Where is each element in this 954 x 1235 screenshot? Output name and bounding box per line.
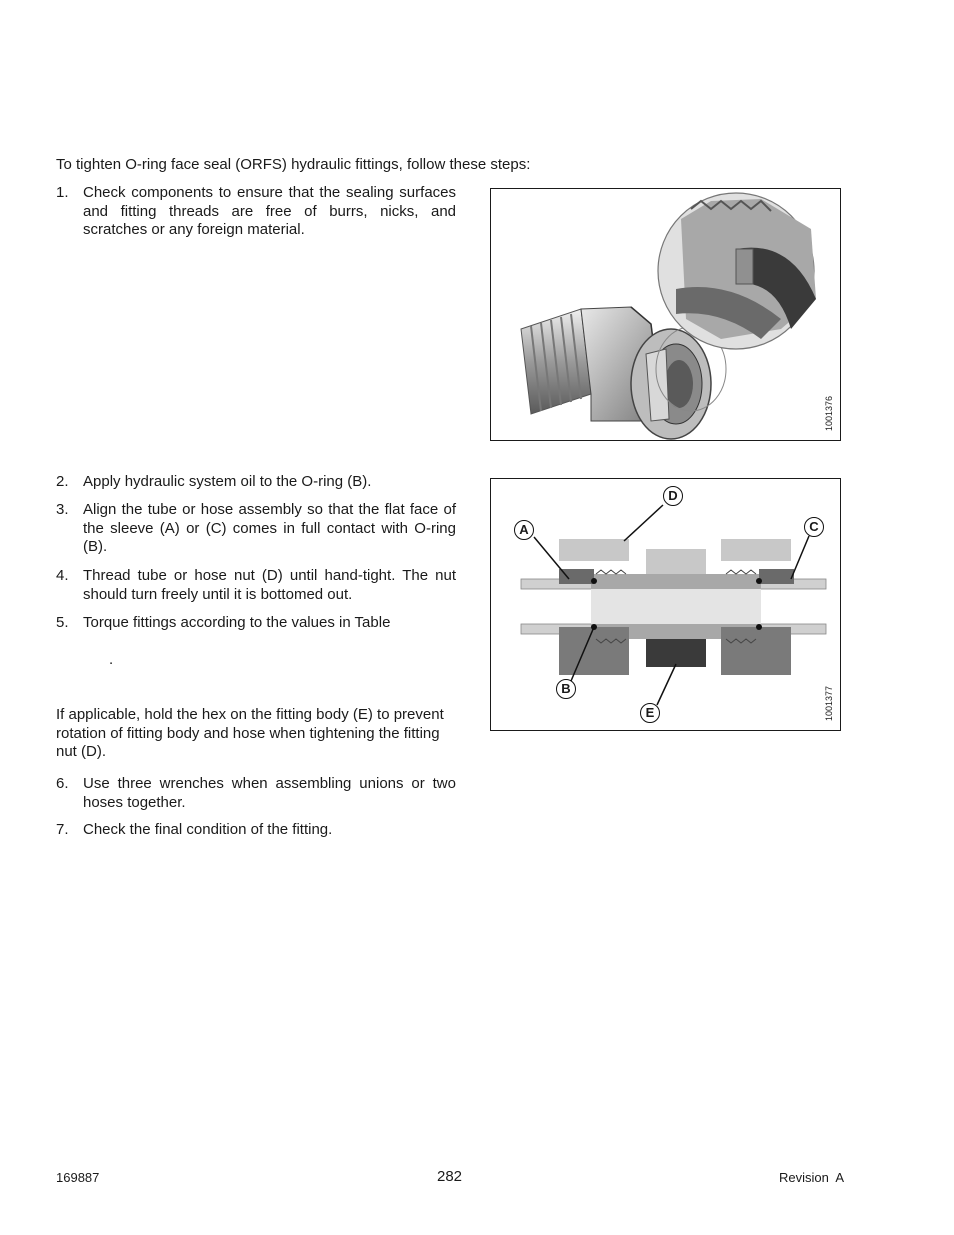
revision-label: Revision A <box>778 1170 844 1185</box>
step-1 <box>56 184 456 240</box>
step-7 <box>56 821 456 840</box>
step-number: 1. <box>56 184 69 201</box>
figure-orfs-fitting-photo <box>490 188 841 441</box>
step-text: Check the final condition of the fitting. <box>83 821 333 838</box>
figure-id: 1001377 <box>824 685 834 721</box>
figure-id: 1001376 <box>824 395 834 431</box>
step-text: Thread tube or hose nut (D) until hand-tight. The nut should turn freely until it is bottomed out. <box>83 567 456 603</box>
step-number: 5. <box>56 614 69 631</box>
note-text: If applicable, hold the hex on the fitting body (E) to prevent rotation of fitting body and hose when tightening the fitting nut (D). <box>56 706 444 760</box>
step-number: 6. <box>56 775 69 792</box>
cross-section-illustration <box>491 479 840 730</box>
step-5 <box>56 614 456 633</box>
fitting-illustration <box>491 189 840 440</box>
callout-a: A <box>514 520 534 540</box>
callout-d: D <box>663 486 683 506</box>
page-number: 282 <box>437 1168 463 1185</box>
step-5-continuation: . <box>109 651 114 668</box>
callout-e: E <box>640 703 660 723</box>
step-text: Torque fittings according to the values in Table <box>83 614 391 631</box>
step-text: Apply hydraulic system oil to the O-ring (B). <box>83 473 372 490</box>
step-2 <box>56 473 456 492</box>
callout-c: C <box>804 517 824 537</box>
callout-b: B <box>556 679 576 699</box>
step-text: Use three wrenches when assembling unions or two hoses together. <box>83 775 456 811</box>
step-text: Align the tube or hose assembly so that the flat face of the sleeve (A) or (C) comes in full contact with O-ring (B). <box>83 501 456 555</box>
step-4 <box>56 567 456 604</box>
step-number: 7. <box>56 821 69 838</box>
step-3 <box>56 501 456 557</box>
step-number: 2. <box>56 473 69 490</box>
step-text: Check components to ensure that the sealing surfaces and fitting threads are free of burrs, nicks, and scratches or any foreign material. <box>83 184 456 238</box>
step-6 <box>56 775 456 812</box>
doc-number: 169887 <box>56 1170 100 1185</box>
figure-orfs-cross-section <box>490 478 841 731</box>
step-number: 3. <box>56 501 69 518</box>
intro-text: To tighten O-ring face seal (ORFS) hydraulic fittings, follow these steps: <box>56 156 531 173</box>
step-number: 4. <box>56 567 69 584</box>
